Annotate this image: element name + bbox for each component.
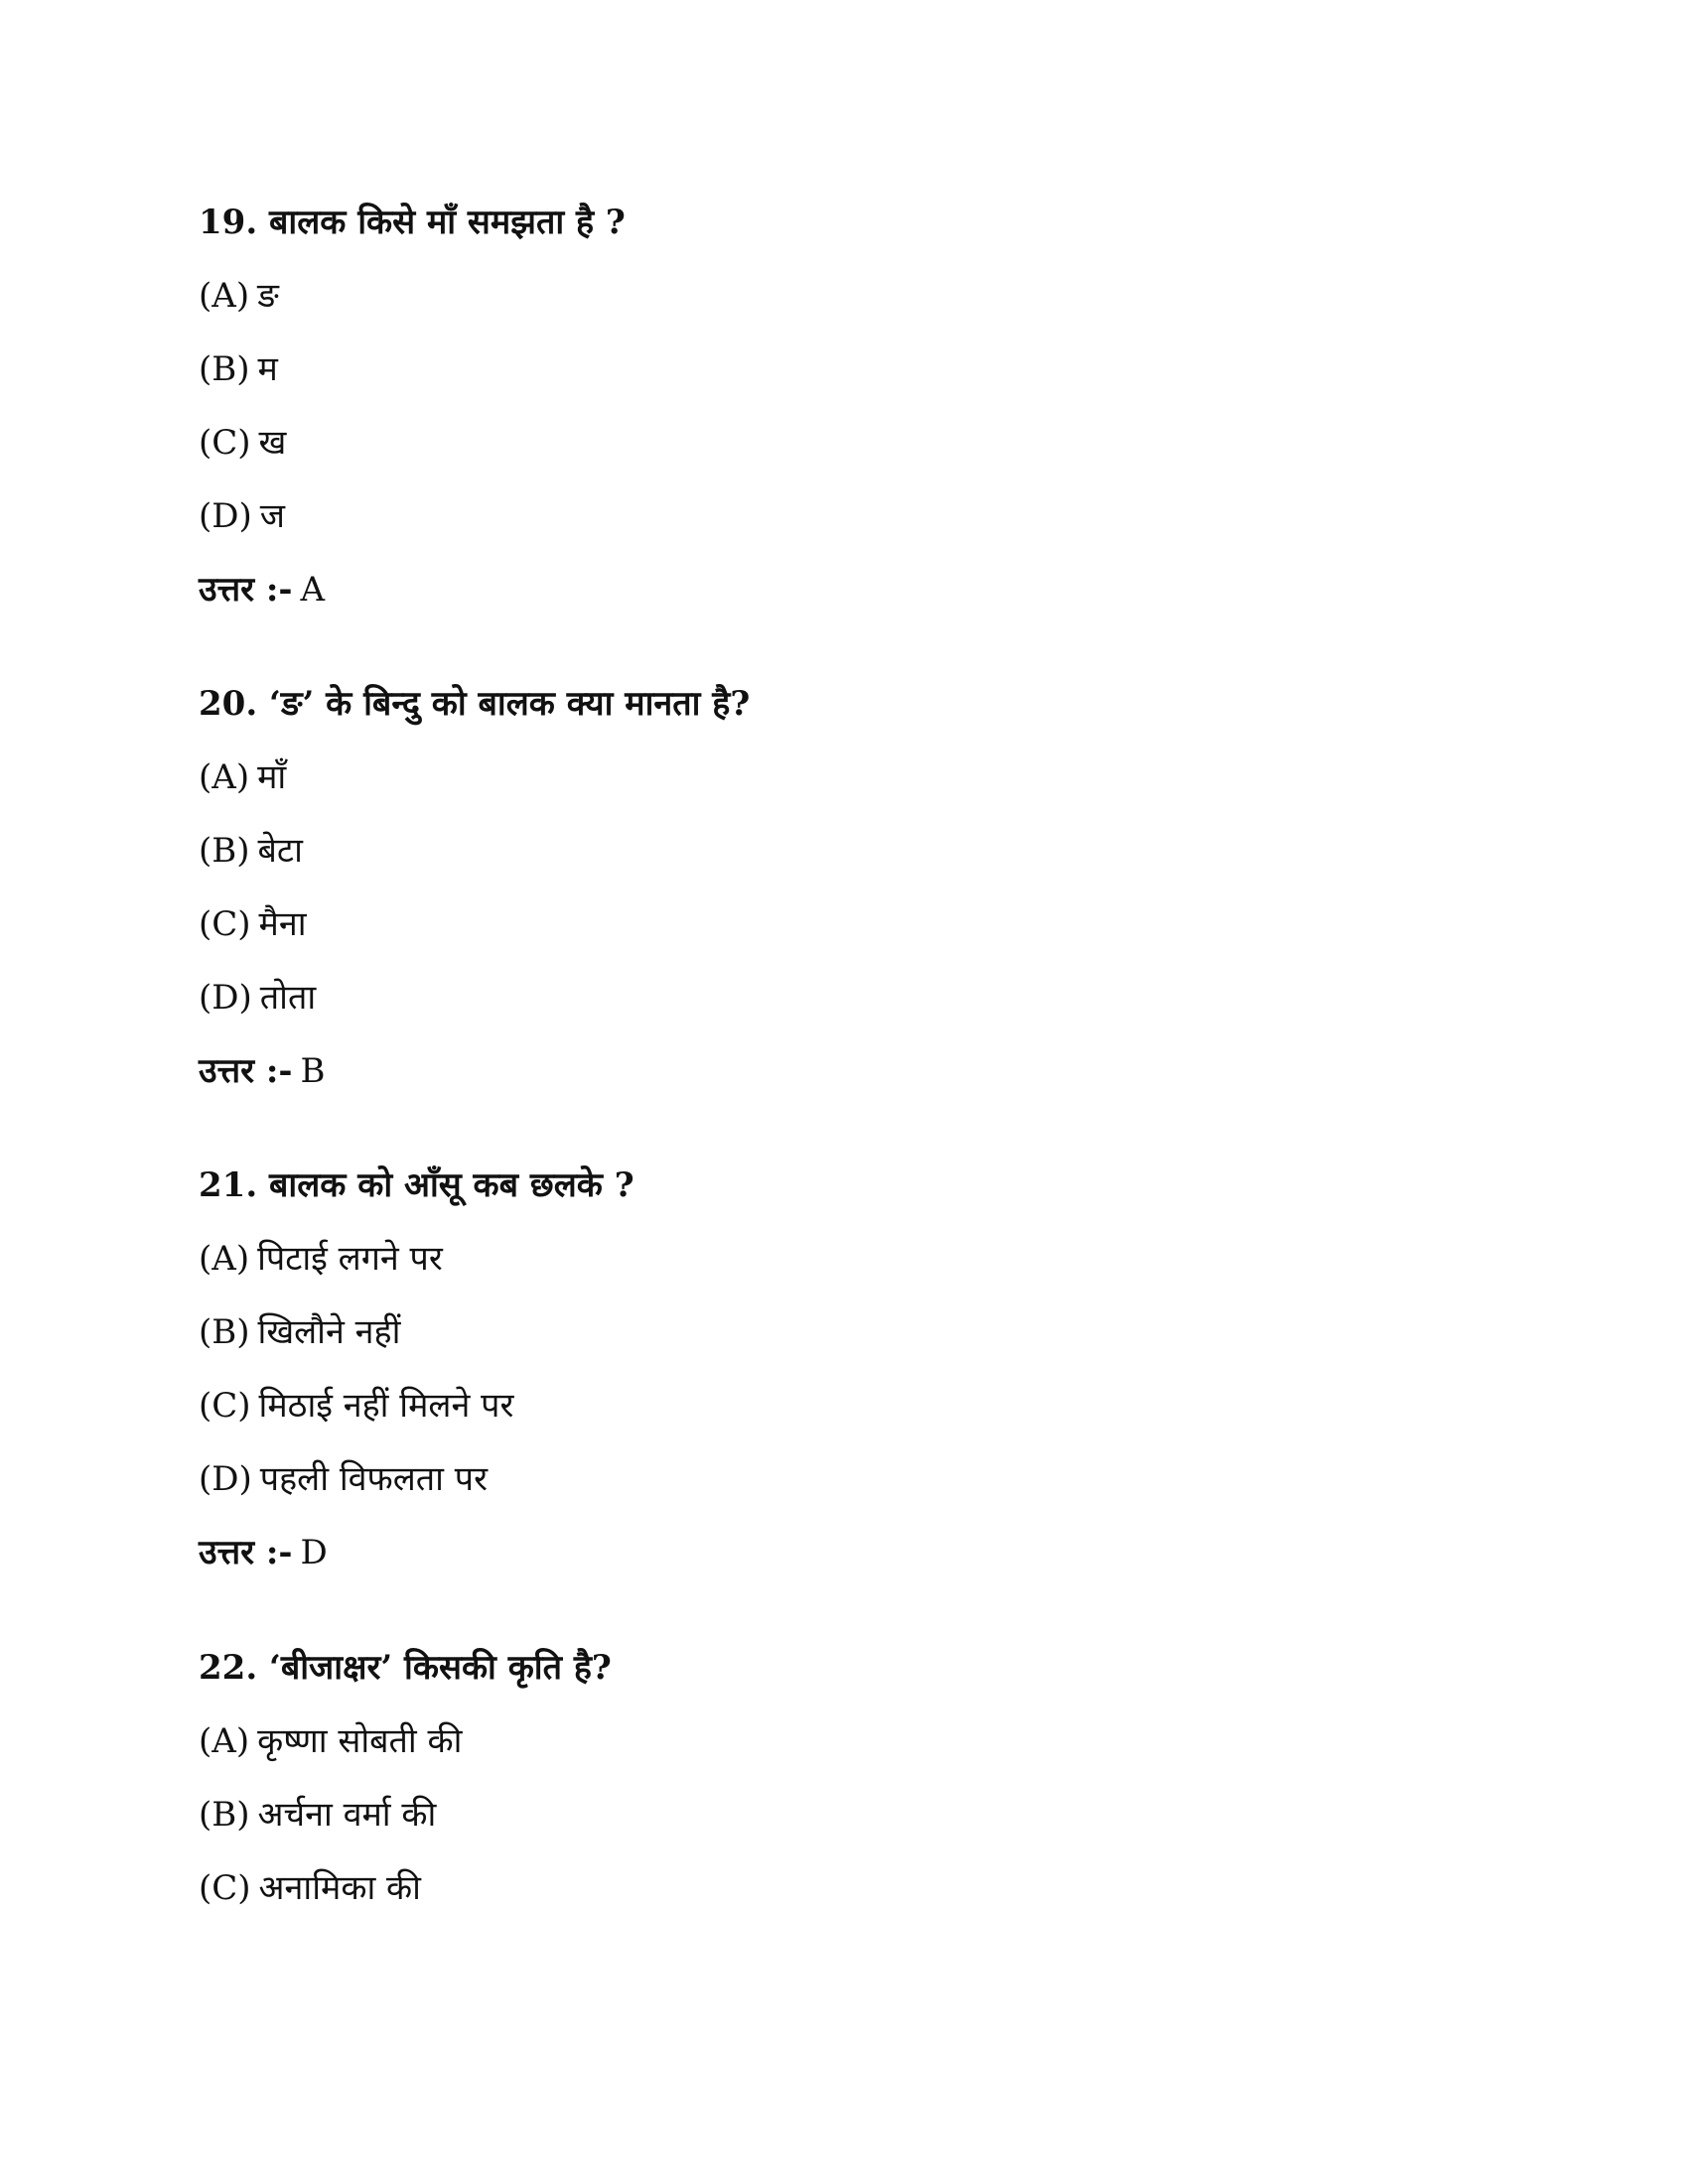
option-c <box>199 1851 1489 1925</box>
question-title: 19. बालक किसे माँ समझता है ? <box>199 203 626 242</box>
option-list <box>199 1705 1489 1925</box>
answer-line <box>199 553 1489 626</box>
option-c <box>199 887 1489 961</box>
option-b <box>199 333 1489 406</box>
question-title: 20. ‘ङ’ के बिन्दु को बालक क्या मानता है? <box>199 684 751 724</box>
answer-prefix: उत्तर :- <box>199 570 293 610</box>
answer-prefix: उत्तर :- <box>199 1533 293 1572</box>
option-label: (B) <box>199 1795 250 1835</box>
option-label: (A) <box>199 276 250 316</box>
option-a <box>199 1222 1489 1296</box>
option-text: अर्चना वर्मा की <box>257 1795 437 1835</box>
option-c <box>199 1369 1489 1442</box>
option-list <box>199 1222 1489 1516</box>
option-text: कृष्णा सोबती की <box>257 1721 463 1761</box>
option-d <box>199 1442 1489 1516</box>
answer-prefix: उत्तर :- <box>199 1051 293 1091</box>
option-text: म <box>257 349 278 389</box>
option-text: खिलौने नहीं <box>257 1312 401 1352</box>
option-text: मिठाई नहीं मिलने पर <box>258 1386 514 1426</box>
option-d <box>199 961 1489 1034</box>
option-b <box>199 814 1489 887</box>
option-list <box>199 741 1489 1034</box>
answer-value: A <box>300 570 326 610</box>
question-22 <box>199 1631 1489 1925</box>
option-text: ख <box>258 423 287 463</box>
option-text: तोता <box>259 978 317 1018</box>
question-title: 21. बालक को आँसू कब छलके ? <box>199 1165 634 1205</box>
option-text: ज <box>259 496 286 536</box>
answer-line <box>199 1034 1489 1108</box>
question-20 <box>199 667 1489 1108</box>
option-label: (C) <box>199 1868 251 1908</box>
option-text: ङ <box>257 276 279 316</box>
option-label: (B) <box>199 831 250 871</box>
option-text: बेटा <box>257 831 303 871</box>
option-label: (C) <box>199 904 251 944</box>
option-a <box>199 741 1489 814</box>
option-label: (C) <box>199 1386 251 1426</box>
option-d <box>199 479 1489 553</box>
option-label: (A) <box>199 1721 250 1761</box>
option-a <box>199 1705 1489 1778</box>
answer-line <box>199 1516 1489 1589</box>
question-title: 22. ‘बीजाक्षर’ किसकी कृति है? <box>199 1648 612 1688</box>
option-label: (A) <box>199 757 250 797</box>
option-text: पिटाई लगने पर <box>257 1239 443 1279</box>
option-text: पहली विफलता पर <box>259 1459 489 1499</box>
option-label: (B) <box>199 1312 250 1352</box>
option-label: (A) <box>199 1239 250 1279</box>
option-label: (D) <box>199 496 252 536</box>
question-19 <box>199 186 1489 626</box>
answer-value: D <box>300 1533 328 1572</box>
option-b <box>199 1296 1489 1369</box>
option-a <box>199 259 1489 333</box>
question-21 <box>199 1149 1489 1589</box>
option-label: (D) <box>199 978 252 1018</box>
option-c <box>199 406 1489 479</box>
option-b <box>199 1778 1489 1851</box>
option-text: मैना <box>258 904 307 944</box>
option-label: (D) <box>199 1459 252 1499</box>
option-text: माँ <box>257 757 287 797</box>
answer-value: B <box>300 1051 326 1091</box>
option-text: अनामिका की <box>258 1868 421 1908</box>
option-list <box>199 259 1489 553</box>
option-label: (B) <box>199 349 250 389</box>
option-label: (C) <box>199 423 251 463</box>
